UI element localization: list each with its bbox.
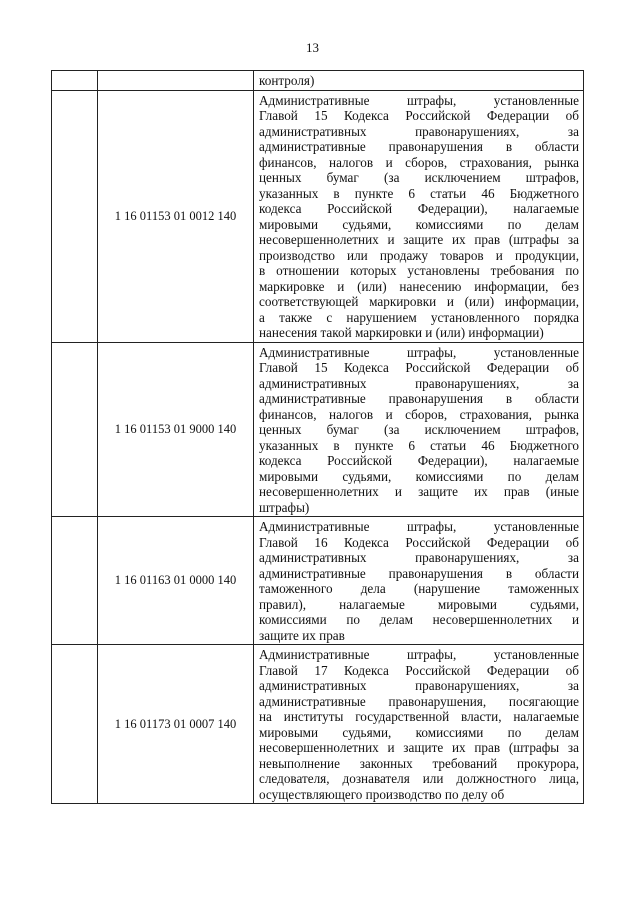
revenue-description-cell (254, 342, 584, 517)
description-line: следователя, дознавателя или должностного лица, (259, 771, 579, 786)
row-number-cell (52, 90, 98, 342)
table-row (52, 517, 584, 645)
description-line: Главой 16 Кодекса Российской Федерации об (259, 534, 579, 550)
description-line: контроля) (259, 73, 315, 88)
description-line: административных правонарушениях, за (259, 678, 579, 693)
description-line: мировыми судьями, комиссиями по делам (259, 216, 579, 232)
description-line: штрафы) (259, 499, 310, 515)
description-line: административные правонарушения в области (259, 139, 579, 154)
description-line: защите их прав (259, 627, 345, 643)
description-line: несовершеннолетних и защите их прав (иные (259, 484, 579, 499)
description-line: финансов, налогов и сборов, страхования, рынка (259, 154, 579, 170)
description-line: указанных в пункте 6 статьи 46 Бюджетного (259, 437, 579, 453)
description-line: Главой 15 Кодекса Российской Федерации об (259, 360, 579, 375)
description-line: производство или продажу товаров и продукции, (259, 247, 579, 263)
table-row (52, 645, 584, 804)
description-line: кодекса Российской Федерации), налагаемые (259, 201, 579, 216)
description-line: осуществляющего производство по делу об (259, 786, 505, 802)
revenue-description-cell (254, 71, 584, 91)
table-row (52, 342, 584, 517)
description-line: на институты государственной власти, налагаемые (259, 709, 579, 724)
description-line: финансов, налогов и сборов, страхования, рынка (259, 406, 579, 422)
row-number-cell (52, 71, 98, 91)
description-line: а также с нарушением установленного порядка (259, 309, 579, 325)
page-number: 13 (306, 40, 319, 55)
description-line: соответствующей маркировки и (или) информации, (259, 294, 579, 309)
budget-codes-table (51, 70, 584, 804)
description-line: мировыми судьями, комиссиями по делам (259, 724, 579, 740)
row-number-cell (52, 342, 98, 517)
budget-code-cell: 1 16 01173 01 0007 140 (98, 645, 254, 804)
description-line: нанесения такой маркировки и (или) информации) (259, 325, 544, 340)
row-number-cell (52, 517, 98, 645)
budget-code-cell: 1 16 01153 01 0012 140 (98, 90, 254, 342)
description-line: административные правонарушения в области (259, 565, 579, 581)
budget-code-cell: 1 16 01153 01 9000 140 (98, 342, 254, 517)
description-line: в отношении которых установлены требования по (259, 263, 579, 278)
description-line: Административные штрафы, установленные (259, 344, 579, 360)
description-line: Административные штрафы, установленные (259, 519, 579, 534)
description-line: маркировке и (или) нанесению информации, без (259, 278, 579, 294)
description-line: несовершеннолетних и защите их прав (штрафы за (259, 740, 579, 755)
revenue-description-cell (254, 90, 584, 342)
revenue-description-cell (254, 645, 584, 804)
description-line: невыполнение законных требований прокурора, (259, 755, 579, 771)
description-line: указанных в пункте 6 статьи 46 Бюджетного (259, 185, 579, 201)
description-line: административных правонарушениях, за (259, 550, 579, 565)
budget-code-cell (98, 71, 254, 91)
table-row (52, 90, 584, 342)
description-line: Главой 17 Кодекса Российской Федерации об (259, 662, 579, 678)
description-line: кодекса Российской Федерации), налагаемые (259, 453, 579, 468)
description-line: мировыми судьями, комиссиями по делам (259, 468, 579, 484)
description-line: административных правонарушениях, за (259, 375, 579, 391)
revenue-description-cell (254, 517, 584, 645)
description-line: административные правонарушения, посягающие (259, 693, 579, 709)
description-line: комиссиями по делам несовершеннолетних и (259, 612, 579, 627)
description-line: ценных бумаг (за исключением штрафов, (259, 170, 579, 185)
description-line: Административные штрафы, установленные (259, 647, 579, 662)
description-line: Главой 15 Кодекса Российской Федерации об (259, 108, 579, 123)
description-line: таможенного дела (нарушение таможенных (259, 581, 579, 596)
description-line: Административные штрафы, установленные (259, 92, 579, 108)
table-row (52, 71, 584, 91)
description-line: административные правонарушения в области (259, 391, 579, 406)
description-line: административных правонарушениях, за (259, 123, 579, 139)
description-line: несовершеннолетних и защите их прав (штрафы за (259, 232, 579, 247)
table-body (52, 71, 584, 804)
description-line: ценных бумаг (за исключением штрафов, (259, 422, 579, 437)
row-number-cell (52, 645, 98, 804)
budget-code-cell: 1 16 01163 01 0000 140 (98, 517, 254, 645)
description-line: правил), налагаемые мировыми судьями, (259, 596, 579, 612)
